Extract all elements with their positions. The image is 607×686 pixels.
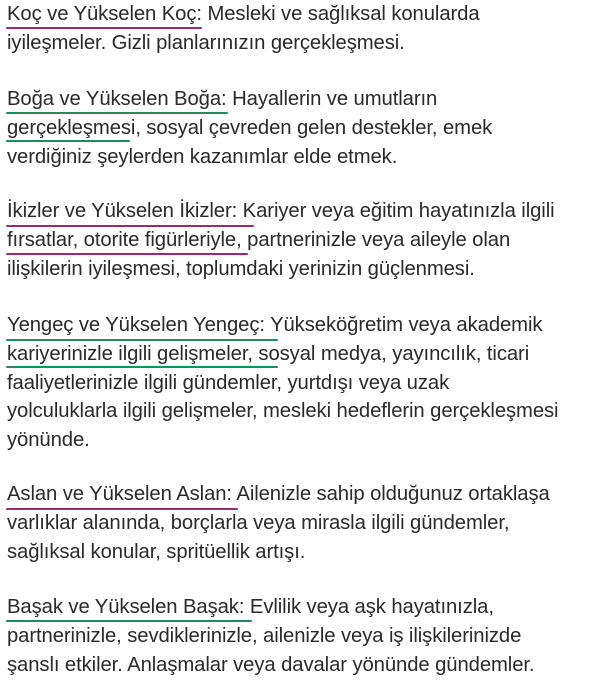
underline-mark: [6, 508, 238, 510]
underline-mark: [6, 339, 278, 341]
entry-yengec: [7, 311, 603, 455]
entry-line: sağlıksal konular, spritüellik artışı.: [7, 540, 306, 563]
underline-mark: [6, 225, 254, 227]
entry-line: gerçekleşmesi, sosyal çevreden gelen destekler, emek: [7, 116, 493, 139]
entry-line: İkizler ve Yükselen İkizler: Kariyer veya eğitim hayatınızla ilgili: [7, 200, 555, 222]
entry-ikizler: [7, 197, 603, 283]
entry-aslan: [7, 480, 603, 566]
underline-mark: [6, 253, 248, 255]
entry-line: fırsatlar, otorite figürleriyle, partnerinizle veya aileyle olan: [7, 228, 511, 251]
underline-mark: [6, 366, 278, 368]
entry-line: Başak ve Yükselen Başak: Evlilik veya aşk hayatınızla,: [7, 596, 494, 618]
underline-mark: [6, 112, 228, 114]
entry-basak: [7, 593, 603, 679]
underline-mark: [6, 27, 202, 29]
underline-mark: [6, 140, 130, 142]
entry-line: varlıklar alanında, borçlarla veya mirasla ilgili gündemler,: [7, 511, 510, 534]
underline-mark: [6, 620, 252, 622]
entry-line: kariyerinizle ilgili gelişmeler, sosyal medya, yayıncılık, ticari: [7, 342, 530, 365]
entry-line: yolculuklarla ilgili gelişmeler, mesleki hedeflerin gerçekleşmesi: [7, 400, 559, 423]
entry-line: partnerinizle, sevdiklerinizle, ailenizle veya iş ilişkilerinizde: [7, 624, 522, 647]
entry-line: faaliyetlerinizle ilgili gündemler, yurtdışı veya uzak: [7, 371, 450, 394]
entry-line: Boğa ve Yükselen Boğa: Hayallerin ve umutların: [7, 88, 438, 110]
entry-line: verdiğiniz şeylerden kazanımlar elde etmek.: [7, 145, 398, 168]
entry-boga: [7, 85, 603, 171]
entry-line: iyileşmeler. Gizli planlarınızın gerçekleşmesi.: [7, 31, 405, 54]
entry-line: Aslan ve Yükselen Aslan: Ailenizle sahip olduğunuz ortaklaşa: [7, 483, 550, 505]
entry-line: yönünde.: [7, 429, 90, 452]
entry-line: Koç ve Yükselen Koç: Mesleki ve sağlıksal konularda: [7, 3, 480, 25]
entry-line: ilişkilerin iyileşmesi, toplumdaki yerinizin güçlenmesi.: [7, 257, 475, 280]
entry-line: Yengeç ve Yükselen Yengeç: Yükseköğretim veya akademik: [7, 314, 543, 336]
entry-line: şanslı etkiler. Anlaşmalar veya davalar yönünde gündemler.: [7, 653, 535, 676]
